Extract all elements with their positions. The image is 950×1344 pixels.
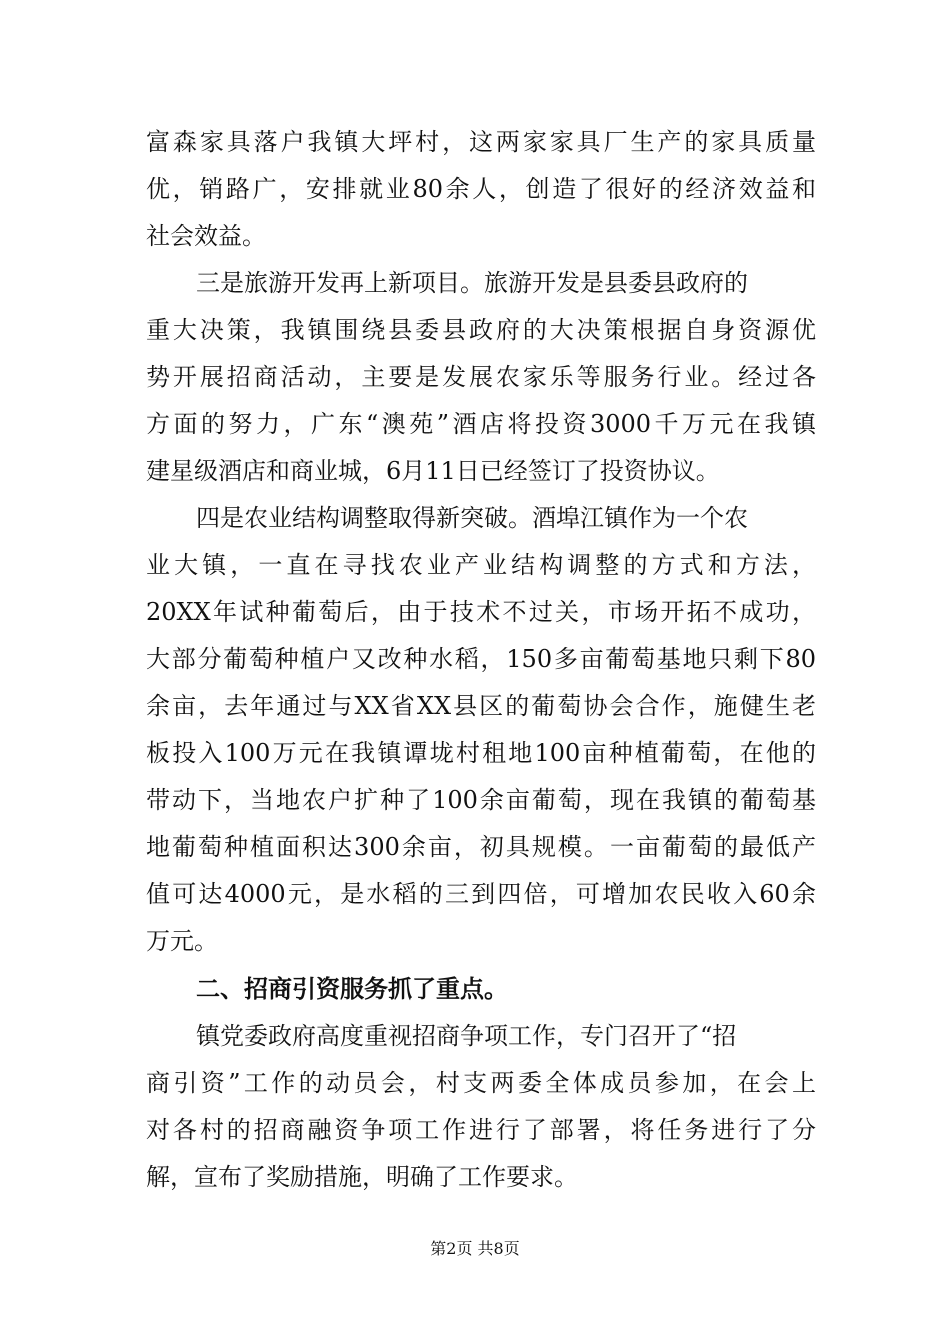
paragraph-line: 商引资”工作的动员会，村支两委全体成员参加，在会上	[146, 1069, 816, 1097]
paragraph-line: 板投入100万元在我镇谭垅村租地100亩种植葡萄，在他的	[146, 739, 816, 767]
paragraph-line: 三是旅游开发再上新项目。旅游开发是县委县政府的	[196, 269, 748, 297]
paragraph-line: 建星级酒店和商业城，6月11日已经签订了投资协议。	[146, 457, 720, 485]
paragraph-line: 余亩，去年通过与XX省XX县区的葡萄协会合作，施健生老	[146, 692, 816, 720]
paragraph-line: 业大镇，一直在寻找农业产业结构调整的方式和方法，	[146, 551, 816, 579]
paragraph-line: 地葡萄种植面积达300余亩，初具规模。一亩葡萄的最低产	[146, 833, 816, 861]
paragraph-line: 方面的努力，广东“澳苑”酒店将投资3000千万元在我镇	[146, 410, 816, 438]
page-number: 第2页 共8页	[430, 1239, 520, 1258]
paragraph-line: 四是农业结构调整取得新突破。酒埠江镇作为一个农	[196, 504, 748, 532]
paragraph-line: 带动下，当地农户扩种了100余亩葡萄，现在我镇的葡萄基	[146, 786, 816, 814]
paragraph-line: 解，宣布了奖励措施，明确了工作要求。	[146, 1163, 578, 1191]
paragraph-line: 重大决策，我镇围绕县委县政府的大决策根据自身资源优	[146, 316, 816, 344]
paragraph-line: 优，销路广，安排就业80余人，创造了很好的经济效益和	[146, 175, 816, 203]
paragraph-line: 20XX年试种葡萄后，由于技术不过关，市场开拓不成功，	[146, 598, 816, 626]
paragraph-line: 镇党委政府高度重视招商争项工作，专门召开了“招	[196, 1022, 737, 1050]
paragraph-line: 社会效益。	[146, 222, 266, 250]
paragraph-line: 万元。	[146, 927, 218, 955]
paragraph-line: 值可达4000元，是水稻的三到四倍，可增加农民收入60余	[146, 880, 816, 908]
paragraph-line: 势开展招商活动，主要是发展农家乐等服务行业。经过各	[146, 363, 816, 391]
paragraph-line: 对各村的招商融资争项工作进行了部署，将任务进行了分	[146, 1116, 816, 1144]
paragraph-line: 大部分葡萄种植户又改种水稻，150多亩葡萄基地只剩下80	[146, 645, 816, 673]
paragraph-line: 富森家具落户我镇大坪村，这两家家具厂生产的家具质量	[146, 128, 816, 156]
section-heading: 二、招商引资服务抓了重点。	[196, 975, 508, 1003]
